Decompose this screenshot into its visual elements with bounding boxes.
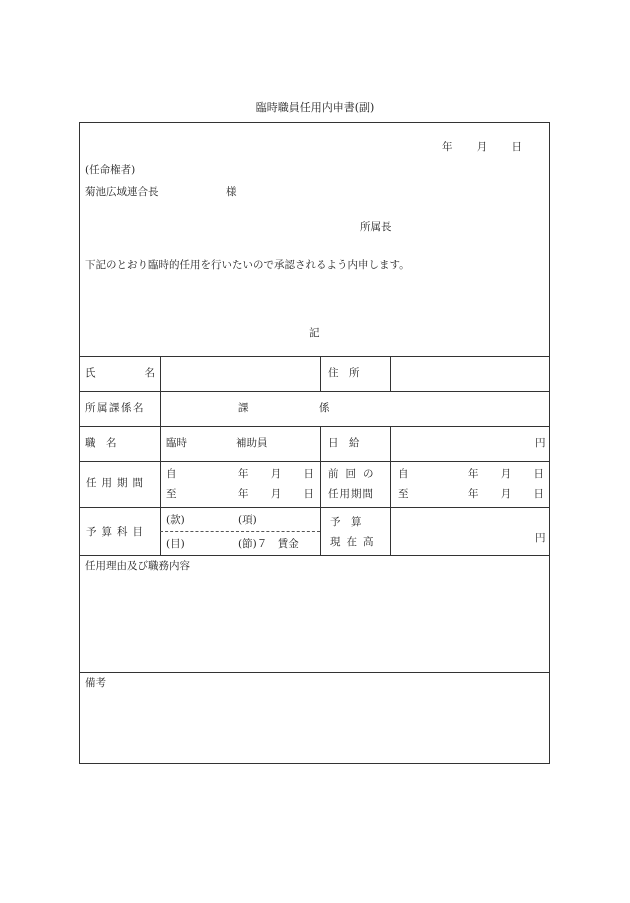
daily-wage-yen: 円 [535, 437, 546, 449]
period-to: 至 [166, 488, 177, 500]
date-month: 月 [476, 141, 488, 153]
budget-moku: (目) [166, 538, 185, 550]
column-divider [160, 356, 161, 555]
request-text: 下記のとおり臨時的任用を行いたいので承認されるよう内申します。 [85, 259, 410, 271]
reason-label: 任用理由及び職務内容 [85, 560, 190, 572]
remarks-label: 備考 [85, 677, 106, 689]
label-part: 氏 [85, 367, 96, 379]
appointer-label: (任命権者) [85, 164, 136, 176]
budget-dashed-divider [160, 531, 320, 532]
kakari-label: 係 [319, 402, 330, 414]
form-frame [79, 122, 550, 764]
prev-period-to-date [468, 489, 544, 500]
name-field[interactable] [162, 358, 318, 389]
department-head: 所属長 [360, 221, 392, 233]
column-divider [390, 356, 391, 391]
balance-label-2: 現在高 [330, 536, 380, 548]
row-divider [80, 507, 549, 508]
date-day: 日 [511, 141, 522, 153]
period-from-day: 日 [303, 468, 314, 480]
budget-kan: (款) [166, 514, 185, 526]
remarks-field[interactable] [82, 694, 547, 760]
prev-from-day: 日 [533, 468, 544, 480]
period-to-day: 日 [303, 488, 314, 500]
row-divider [80, 426, 549, 427]
period-to-month: 月 [270, 488, 282, 500]
prev-period-to: 至 [398, 488, 409, 500]
ka-label: 課 [238, 402, 249, 414]
period-label: 任用期間 [86, 477, 148, 489]
balance-label-1: 予 算 [330, 516, 362, 528]
prev-from-month: 月 [500, 468, 512, 480]
date-year: 年 [442, 141, 453, 153]
dept-label: 所属課係名 [85, 402, 145, 414]
row-divider [80, 391, 549, 392]
prev-period-from-date [468, 469, 544, 480]
row-divider [80, 356, 549, 357]
reason-field[interactable] [82, 577, 547, 669]
name-label [85, 368, 155, 379]
budget-kou: (項) [238, 514, 257, 526]
job-value-assistant: 補助員 [236, 437, 268, 449]
budget-setsu: (節)７ 賃金 [238, 538, 299, 550]
prev-period-label-1: 前回の [328, 468, 381, 480]
row-divider [80, 461, 549, 462]
column-divider [320, 426, 321, 555]
prev-to-year: 年 [468, 488, 479, 500]
column-divider [390, 426, 391, 555]
date-line [442, 142, 522, 153]
period-to-year: 年 [238, 488, 249, 500]
address-field[interactable] [392, 358, 548, 389]
address-label: 住 所 [328, 367, 360, 379]
prev-to-month: 月 [500, 488, 512, 500]
document-title: 臨時職員任用内申書(副) [255, 101, 375, 114]
prev-to-day: 日 [533, 488, 544, 500]
job-value-temp: 臨時 [166, 437, 187, 449]
prev-from-year: 年 [468, 468, 479, 480]
period-to-date [238, 489, 314, 500]
balance-yen: 円 [535, 532, 546, 544]
label-part: 名 [144, 367, 155, 379]
job-label: 職 名 [85, 437, 117, 449]
period-from: 自 [166, 468, 177, 480]
period-from-date [238, 469, 314, 480]
honorific: 様 [226, 186, 237, 198]
prev-period-label-2: 任用期間 [328, 488, 374, 500]
row-divider [80, 672, 549, 673]
ki-label: 記 [309, 327, 320, 339]
prev-period-from: 自 [398, 468, 409, 480]
row-divider [80, 555, 549, 556]
column-divider [320, 356, 321, 391]
budget-label: 予算科目 [86, 526, 148, 538]
addressee: 菊池広域連合長 [85, 186, 159, 198]
period-from-month: 月 [270, 468, 282, 480]
daily-wage-label: 日 給 [328, 437, 360, 449]
period-from-year: 年 [238, 468, 249, 480]
